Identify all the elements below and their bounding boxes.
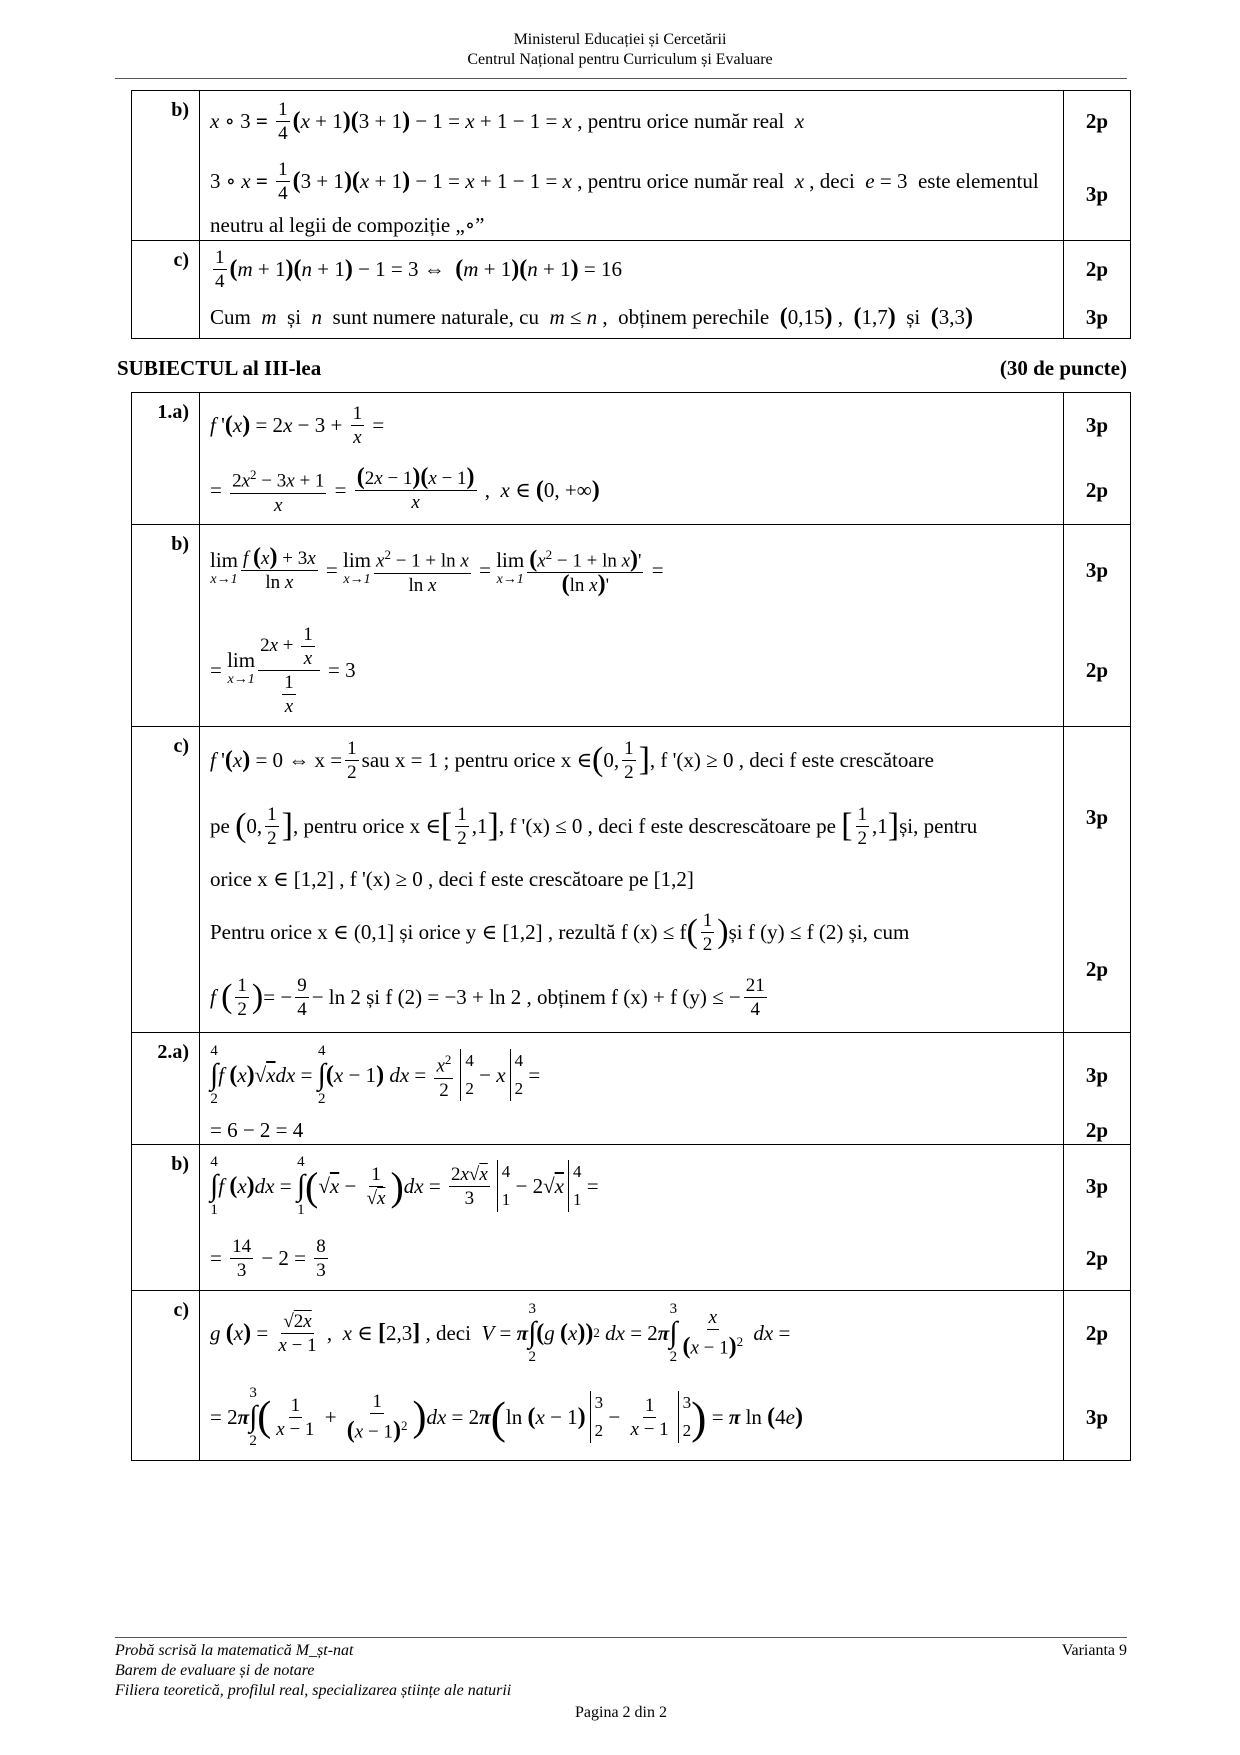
text-1c-l4b: și f (y) ≤ f (2) și, cum [728, 919, 910, 944]
points: 2p [1085, 256, 1109, 281]
points: 2p [1085, 1320, 1109, 1345]
points: 3p [1085, 804, 1109, 829]
text-1c-l1c: , f '(x) ≥ 0 , deci f este crescătoare [649, 747, 934, 772]
text-1c-l1: = 0 ⇔ x = [255, 747, 343, 772]
points: 2p [1085, 1117, 1109, 1142]
row-label: b) [132, 91, 200, 241]
points: 3p [1085, 1173, 1109, 1198]
text-1c-l2d: și, pentru [899, 813, 978, 838]
text-1c-l4a: Pentru orice x ∈ (0,1] și orice y ∈ [1,2] , rezultă f (x) ≤ f [210, 919, 687, 944]
points: 2p [1085, 108, 1109, 133]
row-label: 2.a) [132, 1033, 200, 1145]
row-content: 4 ∫ 1 f ( x ) dx = 4 ∫ 1 ( √ x − $\frac{1}{√x}$ ) dx = $\frac{2x√x}{3}$ 4 1 − 2√ x 4 1 = = $\frac{14}{3}$ − 2 = $\frac{8}{3}$ [200, 1145, 1064, 1291]
points-cell [1064, 1033, 1131, 1145]
points-cell [1064, 525, 1131, 727]
points-cell [1064, 1291, 1131, 1461]
row-label: b) [132, 1145, 200, 1291]
footer-exam: Probă scrisă la matematică M_șt-nat [115, 1642, 354, 1659]
row-content: f ' ( x ) = 0 ⇔ x = $\frac{1}{2}$ sau x = 1 ; pentru orice x ∈ ( 0, $\frac{1}{2}$ ] , f '(x) ≥ 0 , deci f este crescătoare pe ( 0, $\frac{1}{2}$ ] , pentru orice x ∈ [ $\frac{1}{2}$ ,1 ] , f '(x) ≤ 0 , deci f este descrescătoare pe [ $\frac{1}{2}$ ,1 ] și, pentru orice x ∈ [1,2] , f '(x) ≥ 0 , deci f este crescătoare pe [1,2] Pentru orice x ∈ (0,1] și orice y ∈ [1,2] , rezultă f (x) ≤ f ( $\frac{1}{2}$ ) și f (y) ≤ f (2) și, cum f ( $\frac{1}{2}$ ) = − $\frac{9}{4}$ − ln 2 și f (2) = −3 + ln 2 , obținem f (x) + f (y) ≤ − $\frac{21}{4}$ [200, 727, 1064, 1033]
text-1c-l3: orice x ∈ [1,2] , f '(x) ≥ 0 , deci f este crescătoare pe [1,2] [210, 866, 694, 891]
points-cell [1064, 393, 1131, 525]
text-1c-l5b: − ln 2 și f (2) = −3 + ln 2 , obținem f (x) + f (y) ≤ − [311, 984, 741, 1009]
barem-table-main [131, 392, 1131, 1461]
points: 3p [1085, 412, 1109, 437]
points: 2p [1085, 1245, 1109, 1270]
row-2b [132, 1145, 1131, 1291]
row-label: c) [132, 1291, 200, 1461]
row-content: 4 ∫ 2 f ( x ) √ x dx = 4 ∫ 2 ( x − 1 ) dx = $\frac{x^2}{2}$ 4 2 − x 4 2 = = 6 − 2 = 4 [200, 1033, 1064, 1145]
points-cell [1064, 1145, 1131, 1291]
row-content: lim x→1 $\frac{f (x) + 3x}{\text{ln x}}$ = lim x→1 $\frac{x^2 - 1 + \ln x}{\text{ln x}}$ = lim x→1 $\frac{(x^2 - 1 + \ln x)'}{\text{(ln x)'}}$ = = lim x→1 2x + $\frac{1}{x}$ $\frac{1}{x}$ = 3 [200, 525, 1064, 727]
header-ministry: Ministerul Educației și Cercetării [513, 31, 727, 48]
row-content: f ' ( x ) = 2 x − 3 + $\frac{1}{x}$ = = $\frac{2x^2 - 3x + 1}{x}$ = $\frac{(2x - 1)(x - 1)}{x}$ , x ∈ ( 0, +∞ ) [200, 393, 1064, 525]
row-b-top [132, 91, 1131, 241]
row-content: x ∘ 3 = $\frac{1}{4}$ ( x + 1 )( 3 + 1 ) − 1 = x + 1 − 1 = x , pentru orice număr real x 3 ∘ x = $\frac{1}{4}$ ( 3 + 1 )( x + 1 ) − 1 = x + 1 − 1 = x , pentru orice număr real x , deci e = 3 este elementul neutru al legii de compoziție „∘” [200, 91, 1064, 241]
text-1c-l2b: , pentru orice x ∈ [292, 813, 441, 838]
points: 3p [1085, 181, 1109, 206]
points: 3p [1085, 557, 1109, 582]
row-1a [132, 393, 1131, 525]
row-label: b) [132, 525, 200, 727]
text-1c-l1b: sau x = 1 ; pentru orice x ∈ [361, 747, 592, 772]
row-label: 1.a) [132, 393, 200, 525]
points: 2p [1085, 657, 1109, 682]
points-cell [1064, 241, 1131, 339]
page-header [0, 30, 1240, 70]
header-center: Centrul Național pentru Curriculum și Evaluare [467, 51, 773, 68]
row-label: c) [132, 241, 200, 339]
row-2c [132, 1291, 1131, 1461]
barem-table-top [131, 90, 1131, 339]
footer-page-number: Pagina 2 din 2 [575, 1704, 667, 1721]
footer-specialization: Filiera teoretică, profilul real, specializarea științe ale naturii [115, 1682, 512, 1699]
page-footer [115, 1637, 1127, 1723]
row-c-top [132, 241, 1131, 339]
section-points: (30 de puncte) [999, 356, 1127, 380]
text-1c-l2a: pe [210, 813, 230, 838]
footer-variant: Varianta 9 [1061, 1642, 1127, 1659]
row-2a [132, 1033, 1131, 1145]
points-cell [1064, 91, 1131, 241]
header-divider [115, 78, 1127, 79]
row-content: g ( x ) = $\frac{√2x}{x - 1}$ , x ∈ [ 2,3 ] , deci V = π 3 ∫ 2 ( g ( x )) 2 dx = 2 π 3 ∫ 2 $\frac{x}{(x - 1)^2}$ dx = = 2 π 3 ∫ 2 ( $\frac{1}{x - 1}$ + $\frac{1}{(x - 1)^2}$ ) dx = 2 π ( ln ( x − 1 ) 3 2 − $\frac{1}{x - 1}$ 3 2 ) = π ln ( 4 e ) [200, 1291, 1064, 1461]
text-1c-l5a: = − [263, 984, 293, 1009]
points: 2p [1085, 957, 1109, 981]
points: 2p [1085, 477, 1109, 502]
points: 3p [1085, 1404, 1109, 1429]
text-1c-l2c: , f '(x) ≤ 0 , deci f este descrescătoare pe [498, 813, 836, 838]
row-content: $\frac{1}{4}$ ( m + 1 )( n + 1 ) − 1 = 3 ⇔ ( m + 1 )( n + 1 ) = 16 Cum m și n sunt numere naturale, cu m ≤ n , obținem perechile ( 0,15 ) , ( 1,7 ) și ( 3,3 ) [200, 241, 1064, 339]
footer-barem: Barem de evaluare și de notare [115, 1662, 315, 1679]
row-1b [132, 525, 1131, 727]
points: 3p [1085, 304, 1109, 329]
row-label: c) [132, 727, 200, 1033]
row-1c [132, 727, 1131, 1033]
section-title: SUBIECTUL al III-lea [117, 356, 322, 380]
points-cell [1064, 727, 1131, 1033]
points: 3p [1085, 1062, 1109, 1087]
